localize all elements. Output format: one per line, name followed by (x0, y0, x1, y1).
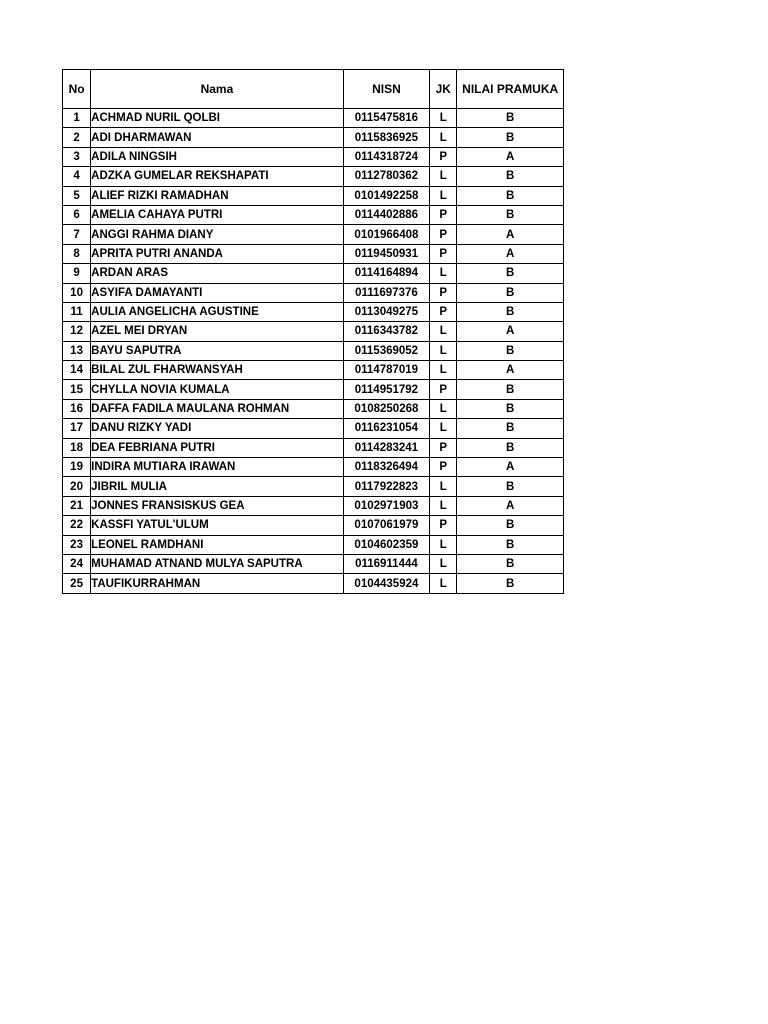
table-row (63, 361, 564, 380)
cell-jk: P (430, 244, 457, 263)
cell-jk: P (430, 205, 457, 224)
cell-no: 1 (63, 109, 91, 128)
cell-nama: AMELIA CAHAYA PUTRI (91, 205, 344, 224)
cell-nama: DANU RIZKY YADI (91, 419, 344, 438)
table-row (63, 302, 564, 321)
cell-nilai-pramuka: B (457, 438, 564, 457)
cell-no: 16 (63, 399, 91, 418)
cell-no: 21 (63, 496, 91, 515)
cell-nisn: 0114402886 (343, 205, 430, 224)
cell-no: 15 (63, 380, 91, 399)
table-row (63, 167, 564, 186)
cell-jk: L (430, 341, 457, 360)
cell-nisn: 0101966408 (343, 225, 430, 244)
cell-nisn: 0116911444 (343, 554, 430, 573)
cell-nilai-pramuka: A (457, 361, 564, 380)
header-no: No (63, 70, 91, 109)
table-row (63, 322, 564, 341)
cell-jk: L (430, 574, 457, 593)
table-row (63, 225, 564, 244)
table-row (63, 496, 564, 515)
cell-nilai-pramuka: B (457, 109, 564, 128)
cell-nisn: 0114318724 (343, 147, 430, 166)
cell-nama: KASSFI YATUL'ULUM (91, 516, 344, 535)
cell-no: 6 (63, 205, 91, 224)
cell-nisn: 0108250268 (343, 399, 430, 418)
cell-no: 18 (63, 438, 91, 457)
cell-jk: L (430, 399, 457, 418)
table-body (63, 109, 564, 594)
cell-nisn: 0104602359 (343, 535, 430, 554)
cell-nisn: 0104435924 (343, 574, 430, 593)
cell-nama: AULIA ANGELICHA AGUSTINE (91, 302, 344, 321)
header-nisn: NISN (343, 70, 430, 109)
cell-nisn: 0119450931 (343, 244, 430, 263)
cell-nilai-pramuka: B (457, 167, 564, 186)
cell-no: 23 (63, 535, 91, 554)
table-row (63, 264, 564, 283)
cell-nama: JIBRIL MULIA (91, 477, 344, 496)
cell-nisn: 0112780362 (343, 167, 430, 186)
cell-nisn: 0116231054 (343, 419, 430, 438)
cell-nilai-pramuka: B (457, 205, 564, 224)
cell-nilai-pramuka: B (457, 535, 564, 554)
cell-no: 3 (63, 147, 91, 166)
table-row (63, 147, 564, 166)
cell-jk: L (430, 167, 457, 186)
cell-nisn: 0101492258 (343, 186, 430, 205)
cell-nilai-pramuka: A (457, 147, 564, 166)
cell-nilai-pramuka: A (457, 458, 564, 477)
cell-nama: ARDAN ARAS (91, 264, 344, 283)
cell-no: 10 (63, 283, 91, 302)
cell-nisn: 0114283241 (343, 438, 430, 457)
header-jk: JK (430, 70, 457, 109)
cell-nama: TAUFIKURRAHMAN (91, 574, 344, 593)
cell-nilai-pramuka: B (457, 419, 564, 438)
cell-jk: L (430, 322, 457, 341)
header-row (63, 70, 564, 109)
table-header (63, 70, 564, 109)
cell-nama: ADZKA GUMELAR REKSHAPATI (91, 167, 344, 186)
cell-nisn: 0107061979 (343, 516, 430, 535)
cell-nilai-pramuka: B (457, 554, 564, 573)
cell-nilai-pramuka: B (457, 341, 564, 360)
cell-nilai-pramuka: A (457, 496, 564, 515)
cell-nama: ASYIFA DAMAYANTI (91, 283, 344, 302)
cell-jk: P (430, 438, 457, 457)
cell-no: 4 (63, 167, 91, 186)
cell-nama: DAFFA FADILA MAULANA ROHMAN (91, 399, 344, 418)
table-row (63, 458, 564, 477)
cell-jk: P (430, 147, 457, 166)
table-row (63, 380, 564, 399)
cell-jk: P (430, 225, 457, 244)
cell-no: 5 (63, 186, 91, 205)
cell-nilai-pramuka: B (457, 186, 564, 205)
table-row (63, 244, 564, 263)
cell-jk: L (430, 128, 457, 147)
cell-jk: L (430, 264, 457, 283)
cell-jk: L (430, 109, 457, 128)
cell-jk: L (430, 477, 457, 496)
cell-nama: ADILA NINGSIH (91, 147, 344, 166)
cell-nilai-pramuka: B (457, 283, 564, 302)
header-nilai-pramuka: NILAI PRAMUKA (457, 70, 564, 109)
cell-no: 2 (63, 128, 91, 147)
cell-nama: MUHAMAD ATNAND MULYA SAPUTRA (91, 554, 344, 573)
cell-nilai-pramuka: A (457, 225, 564, 244)
cell-nama: AZEL MEI DRYAN (91, 322, 344, 341)
cell-nilai-pramuka: B (457, 264, 564, 283)
cell-no: 9 (63, 264, 91, 283)
cell-nisn: 0102971903 (343, 496, 430, 515)
cell-nama: ADI DHARMAWAN (91, 128, 344, 147)
cell-nilai-pramuka: B (457, 574, 564, 593)
cell-nisn: 0114787019 (343, 361, 430, 380)
table-row (63, 109, 564, 128)
table-row (63, 535, 564, 554)
table-row (63, 516, 564, 535)
table-row (63, 574, 564, 593)
cell-nilai-pramuka: B (457, 399, 564, 418)
cell-nisn: 0115369052 (343, 341, 430, 360)
cell-jk: P (430, 516, 457, 535)
cell-jk: L (430, 419, 457, 438)
table-row (63, 554, 564, 573)
cell-nisn: 0117922823 (343, 477, 430, 496)
cell-no: 22 (63, 516, 91, 535)
cell-nilai-pramuka: B (457, 128, 564, 147)
cell-nilai-pramuka: B (457, 477, 564, 496)
cell-nama: ACHMAD NURIL QOLBI (91, 109, 344, 128)
cell-jk: P (430, 380, 457, 399)
cell-nama: INDIRA MUTIARA IRAWAN (91, 458, 344, 477)
table-row (63, 477, 564, 496)
cell-no: 12 (63, 322, 91, 341)
cell-nilai-pramuka: B (457, 380, 564, 399)
cell-no: 24 (63, 554, 91, 573)
cell-no: 7 (63, 225, 91, 244)
table-row (63, 438, 564, 457)
cell-jk: L (430, 361, 457, 380)
cell-nama: ALIEF RIZKI RAMADHAN (91, 186, 344, 205)
cell-nama: BAYU SAPUTRA (91, 341, 344, 360)
cell-nisn: 0115836925 (343, 128, 430, 147)
cell-nama: DEA FEBRIANA PUTRI (91, 438, 344, 457)
cell-nisn: 0114951792 (343, 380, 430, 399)
cell-no: 13 (63, 341, 91, 360)
cell-nama: CHYLLA NOVIA KUMALA (91, 380, 344, 399)
cell-jk: L (430, 535, 457, 554)
cell-no: 20 (63, 477, 91, 496)
cell-nilai-pramuka: A (457, 322, 564, 341)
cell-nilai-pramuka: A (457, 244, 564, 263)
cell-nisn: 0113049275 (343, 302, 430, 321)
cell-no: 11 (63, 302, 91, 321)
table-row (63, 128, 564, 147)
cell-jk: P (430, 458, 457, 477)
cell-nama: LEONEL RAMDHANI (91, 535, 344, 554)
cell-nilai-pramuka: B (457, 302, 564, 321)
cell-no: 14 (63, 361, 91, 380)
cell-jk: L (430, 554, 457, 573)
cell-nisn: 0118326494 (343, 458, 430, 477)
cell-nisn: 0115475816 (343, 109, 430, 128)
cell-nama: BILAL ZUL FHARWANSYAH (91, 361, 344, 380)
table-row (63, 205, 564, 224)
table-row (63, 419, 564, 438)
cell-no: 8 (63, 244, 91, 263)
cell-nisn: 0116343782 (343, 322, 430, 341)
cell-nisn: 0111697376 (343, 283, 430, 302)
student-grade-table (62, 69, 564, 594)
cell-jk: L (430, 186, 457, 205)
table-row (63, 399, 564, 418)
cell-jk: P (430, 283, 457, 302)
cell-no: 25 (63, 574, 91, 593)
cell-nama: APRITA PUTRI ANANDA (91, 244, 344, 263)
header-nama: Nama (91, 70, 344, 109)
cell-no: 17 (63, 419, 91, 438)
cell-nilai-pramuka: B (457, 516, 564, 535)
cell-jk: P (430, 302, 457, 321)
cell-nama: ANGGI RAHMA DIANY (91, 225, 344, 244)
cell-jk: L (430, 496, 457, 515)
cell-no: 19 (63, 458, 91, 477)
table-row (63, 341, 564, 360)
table-row (63, 186, 564, 205)
cell-nama: JONNES FRANSISKUS GEA (91, 496, 344, 515)
table-row (63, 283, 564, 302)
cell-nisn: 0114164894 (343, 264, 430, 283)
